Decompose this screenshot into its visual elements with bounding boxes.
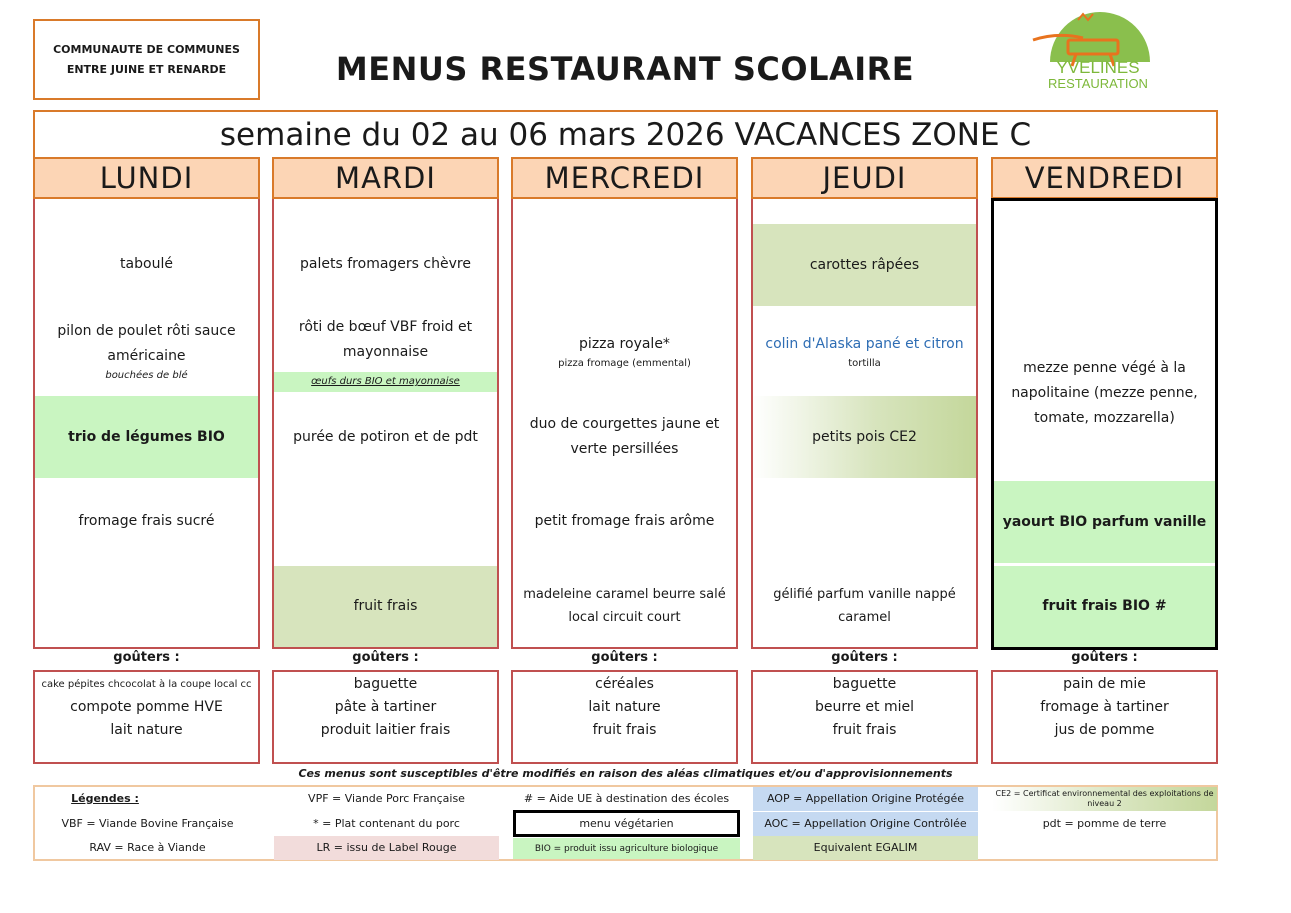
menu-accompagnement: purée de potiron et de pdt xyxy=(293,428,478,445)
menu-accompagnement: duo de courgettes jaune et verte persillées xyxy=(529,416,720,457)
day-column-mercredi xyxy=(511,157,738,649)
menu-plat: rôti de bœuf VBF froid et mayonnaise xyxy=(298,319,473,360)
gouter-item: jus de pomme xyxy=(1054,722,1155,738)
menu-dessert xyxy=(35,565,258,647)
gouter-box-lundi xyxy=(33,670,260,764)
menu-laitier xyxy=(753,480,976,562)
week-banner: semaine du 02 au 06 mars 2026 VACANCES ZONE C xyxy=(33,110,1218,157)
gouter-box-mardi xyxy=(272,670,499,764)
gouter-item: fromage à tartiner xyxy=(1040,699,1169,715)
gouter-item: céréales xyxy=(595,676,654,692)
legend-ce2: CE2 = Certificat environnemental des exploitations de niveau 2 xyxy=(992,787,1217,811)
gouter-item: beurre et miel xyxy=(815,699,914,715)
day-header: LUNDI xyxy=(33,157,260,199)
gouter-item: fruit frais xyxy=(832,722,897,738)
legend-title: Légendes : xyxy=(71,792,139,805)
gouter-item: pain de mie xyxy=(1063,676,1146,692)
legend-label-rouge: LR = issu de Label Rouge xyxy=(274,836,499,860)
gouter-box-vendredi xyxy=(991,670,1218,764)
gouter-label-mardi: goûters : xyxy=(352,650,419,665)
day-column-mardi xyxy=(272,157,499,649)
legend-porc: * = Plat contenant du porc xyxy=(313,817,460,830)
plat-main: colin d'Alaska pané et citron xyxy=(765,335,964,352)
gouter-box-mercredi xyxy=(511,670,738,764)
gouter-label-jeudi: goûters : xyxy=(831,650,898,665)
menu-accompagnement: trio de légumes BIO xyxy=(35,396,258,478)
plat-main: pizza royale* xyxy=(579,335,670,352)
page-title: MENUS RESTAURANT SCOLAIRE xyxy=(335,50,915,88)
gouter-item: pâte à tartiner xyxy=(334,699,437,715)
menu-entree: palets fromagers chèvre xyxy=(300,255,471,272)
day-menu-body xyxy=(751,199,978,649)
gouter-item: baguette xyxy=(832,676,897,692)
day-header: JEUDI xyxy=(751,157,978,199)
gouter-item: compote pomme HVE xyxy=(70,699,223,715)
yvelines-restauration-logo xyxy=(1028,10,1158,95)
disclaimer-note: Ces menus sont susceptibles d'être modifiés en raison des aléas climatiques et/ou d'approvisionnements xyxy=(298,767,953,780)
gouter-item: fruit frais xyxy=(592,722,657,738)
legend-egalim: Equivalent EGALIM xyxy=(753,836,978,860)
gouter-item: produit laitier frais xyxy=(320,722,451,738)
day-header: VENDREDI xyxy=(991,157,1218,199)
org-name-line2: ENTRE JUINE ET RENARDE xyxy=(66,62,227,76)
menu-dessert: fruit frais BIO # xyxy=(993,566,1216,647)
day-header: MERCREDI xyxy=(511,157,738,199)
legend-pdt: pdt = pomme de terre xyxy=(1042,817,1167,830)
menu-dessert: gélifié parfum vanille nappé caramel xyxy=(773,587,956,625)
plat-main: pilon de poulet rôti sauce américaine xyxy=(57,323,236,364)
legend-bio: BIO = produit issu agriculture biologique xyxy=(513,838,740,859)
menu-plat xyxy=(753,306,976,396)
gouter-box-jeudi xyxy=(751,670,978,764)
legend-vbf: VBF = Viande Bovine Française xyxy=(61,817,234,830)
gouter-item: baguette xyxy=(353,676,418,692)
menu-laitier: fromage frais sucré xyxy=(78,512,215,529)
day-column-lundi xyxy=(33,157,260,649)
menu-laitier xyxy=(274,480,497,562)
day-menu-body xyxy=(33,199,260,649)
gouter-label-vendredi: goûters : xyxy=(1071,650,1138,665)
menu-dessert: fruit frais xyxy=(274,566,497,647)
menu-plat xyxy=(513,306,736,396)
day-column-jeudi xyxy=(751,157,978,649)
day-menu-body xyxy=(991,199,1218,649)
day-menu-body xyxy=(511,199,738,649)
menu-plat: mezze penne végé à la napolitaine (mezze penne, tomate, mozzarella) xyxy=(1011,360,1198,426)
legend-rav: RAV = Race à Viande xyxy=(89,841,206,854)
legend-aop: AOP = Appellation Origine Protégée xyxy=(753,787,978,811)
menu-accompagnement: petits pois CE2 xyxy=(753,396,976,478)
menu-entree: taboulé xyxy=(120,255,173,272)
gouter-item: lait nature xyxy=(588,699,661,715)
plat-alternative: œufs durs BIO et mayonnaise xyxy=(274,372,497,392)
menu-plat xyxy=(35,306,258,396)
plat-alternative: pizza fromage (emmental) xyxy=(558,357,691,369)
menu-entree xyxy=(513,224,736,304)
legend-aide-ue: # = Aide UE à destination des écoles xyxy=(523,792,730,805)
menu-entree: carottes râpées xyxy=(753,224,976,306)
gouter-item: lait nature xyxy=(110,722,183,738)
day-column-vendredi xyxy=(991,157,1218,649)
legend-vegetarian: menu végétarien xyxy=(513,810,740,837)
gouter-item: cake pépites chcocolat à la coupe local cc xyxy=(41,679,252,690)
plat-alternative: bouchées de blé xyxy=(105,370,188,381)
day-header: MARDI xyxy=(272,157,499,199)
logo-text-line1: YVELINES xyxy=(1056,58,1140,77)
legend-box xyxy=(33,785,1218,861)
gouter-label-mercredi: goûters : xyxy=(591,650,658,665)
menu-laitier: petit fromage frais arôme xyxy=(534,512,715,529)
org-name-line1: COMMUNAUTE DE COMMUNES xyxy=(53,42,240,56)
menu-laitier: yaourt BIO parfum vanille xyxy=(993,481,1216,563)
menu-dessert: madeleine caramel beurre salé local circuit court xyxy=(523,587,726,625)
plat-alternative: tortilla xyxy=(848,357,881,369)
organization-box xyxy=(33,19,260,100)
legend-vpf: VPF = Viande Porc Française xyxy=(308,792,465,805)
menu-entree xyxy=(993,224,1216,304)
day-menu-body xyxy=(272,199,499,649)
legend-aoc: AOC = Appellation Origine Contrôlée xyxy=(753,812,978,836)
gouter-label-lundi: goûters : xyxy=(113,650,180,665)
logo-text-line2: RESTAURATION xyxy=(1048,76,1148,91)
